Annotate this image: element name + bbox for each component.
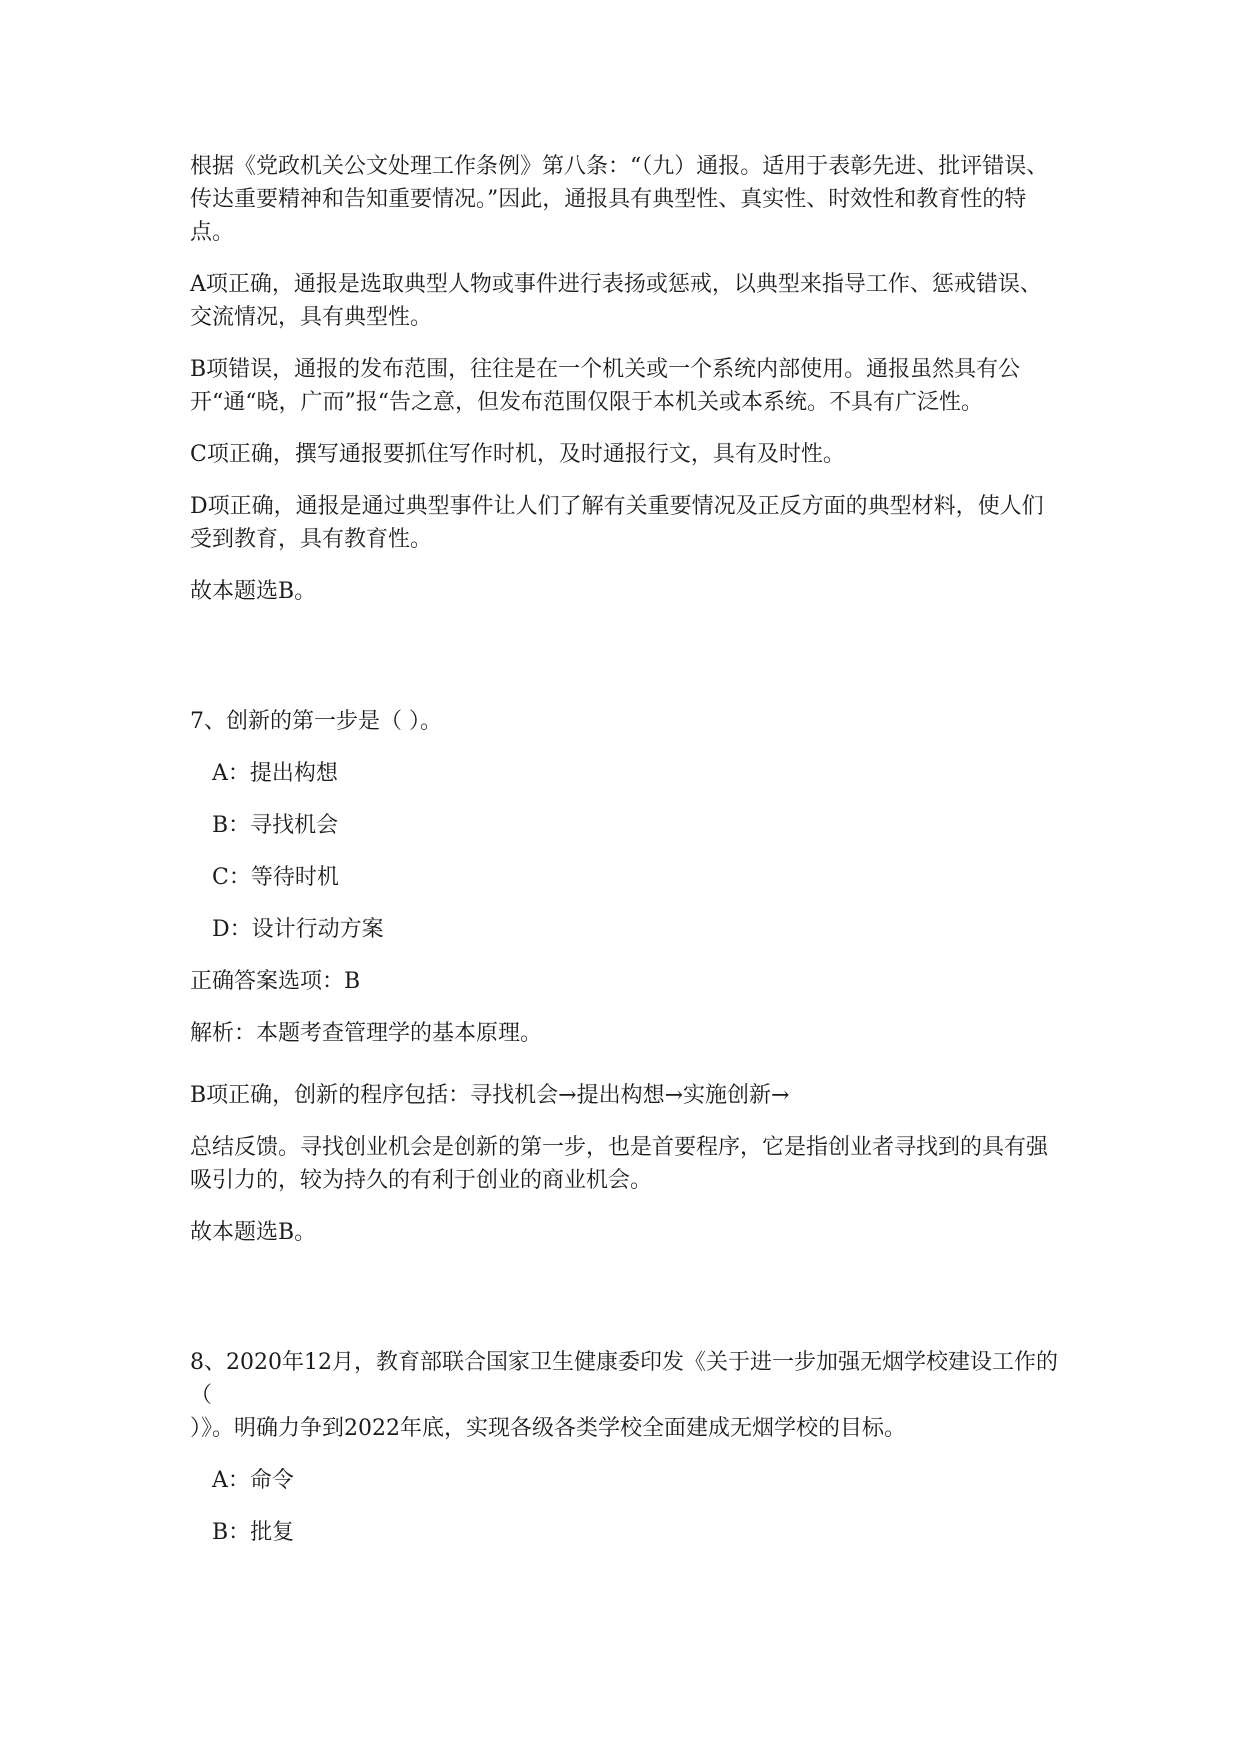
- q7-option-b: B：寻找机会: [212, 813, 339, 838]
- q8-option-b: B：批复: [212, 1520, 295, 1545]
- q7-option-a: A：提出构想: [212, 761, 338, 786]
- q6-conclusion: 故本题选B。: [190, 579, 317, 604]
- q8-title-line-1: 8、2020年12月，教育部联合国家卫生健康委印发《关于进一步加强无烟学校建设工作的（: [190, 1350, 1058, 1408]
- q8-title: [190, 1346, 1060, 1445]
- q6-explanation-b: B项错误，通报的发布范围，往往是在一个机关或一个系统内部使用。通报虽然具有公开“通“晓，广而”报“告之意，但发布范围仅限于本机关或本系统。不具有广泛性。: [190, 357, 1021, 415]
- q7-explanation-2: 总结反馈。寻找创业机会是创新的第一步，也是首要程序，它是指创业者寻找到的具有强吸引力的，较为持久的有利于创业的商业机会。: [190, 1135, 1049, 1193]
- q7-analysis: 解析：本题考查管理学的基本原理。: [190, 1021, 543, 1046]
- q8-option-a: A：命令: [212, 1468, 294, 1493]
- section-spacer: [190, 1069, 1060, 1079]
- q6-explanation-a: A项正确，通报是选取典型人物或事件进行表扬或惩戒，以典型来指导工作、惩戒错误、交流情况，具有典型性。: [190, 272, 1042, 330]
- q6-explanation-d: D项正确，通报是通过典型事件让人们了解有关重要情况及正反方面的典型材料，使人们受到教育，具有教育性。: [190, 494, 1044, 552]
- document-page: [190, 150, 1060, 1568]
- q8-title-line-2: ）》。明确力争到2022年底，实现各级各类学校全面建成无烟学校的目标。: [190, 1416, 906, 1441]
- q7-option-d: D：设计行动方案: [212, 917, 384, 942]
- q7-explanation-1: B项正确，创新的程序包括：寻找机会→提出构想→实施创新→: [190, 1083, 790, 1108]
- section-spacer: [190, 627, 1060, 705]
- q6-explanation-intro: 根据《党政机关公文处理工作条例》第八条：“（九）通报。适用于表彰先进、批评错误、传达重要精神和告知重要情况。”因此，通报具有典型性、真实性、时效性和教育性的特点。: [190, 154, 1049, 245]
- section-spacer: [190, 1268, 1060, 1346]
- q6-explanation-c: C项正确，撰写通报要抓住写作时机，及时通报行文，具有及时性。: [190, 442, 845, 467]
- q7-title: 7、创新的第一步是（ ）。: [190, 709, 442, 734]
- q7-option-c: C：等待时机: [212, 865, 339, 890]
- q7-conclusion: 故本题选B。: [190, 1220, 317, 1245]
- q7-answer: 正确答案选项：B: [190, 969, 361, 994]
